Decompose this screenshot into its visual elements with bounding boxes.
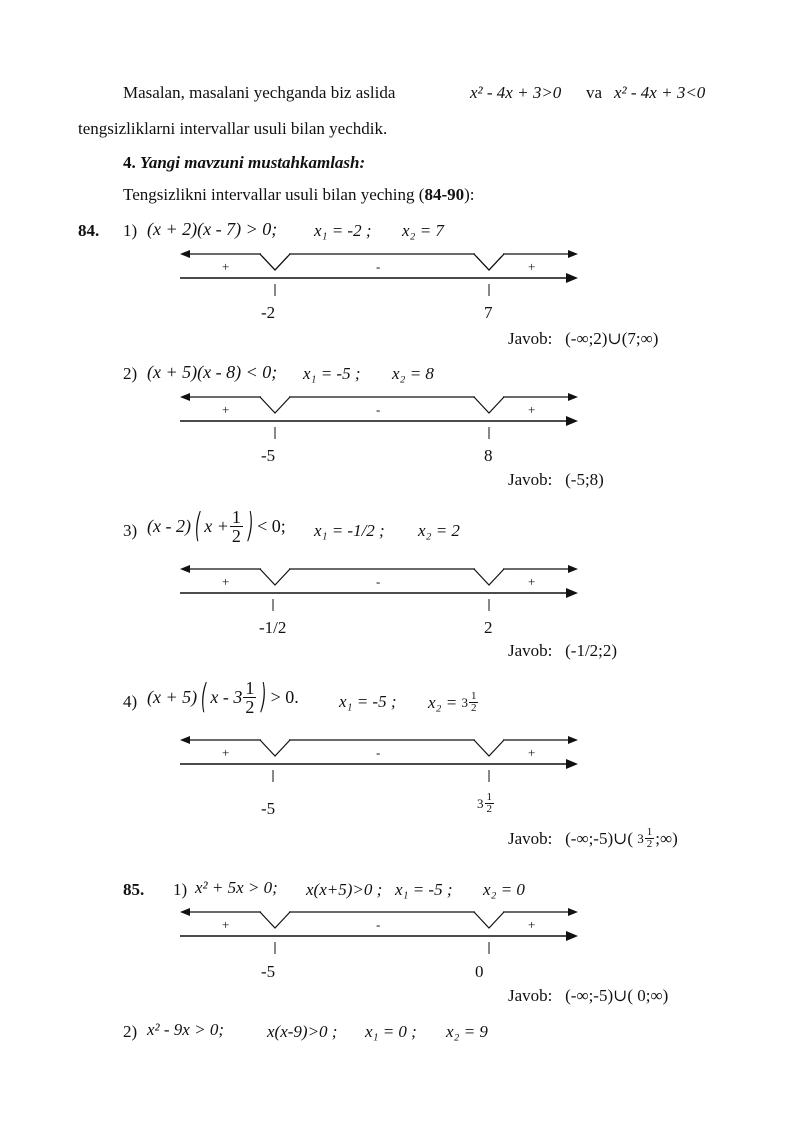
number-line xyxy=(180,736,580,786)
sign-plus: + xyxy=(222,402,230,417)
point-label: -5 xyxy=(261,799,276,818)
root-x1: x₁ = -5 ; xyxy=(395,880,453,899)
sign-minus: - xyxy=(376,745,381,760)
number-line xyxy=(180,250,580,300)
task-close: ): xyxy=(464,185,475,204)
answer-whole: 3 xyxy=(637,830,644,846)
root-x2-prefix: x₂ = xyxy=(428,692,458,712)
fraction-numerator: 1 xyxy=(646,826,653,838)
sign-minus: - xyxy=(376,259,381,274)
problem-item-label: 1) xyxy=(173,880,188,899)
fraction xyxy=(230,508,243,545)
right-paren: ) xyxy=(247,506,254,546)
intro-expression-1: x² - 4x + 3>0 xyxy=(470,83,562,102)
sign-plus: + xyxy=(528,745,536,760)
problem-group-label: 85. xyxy=(123,880,145,899)
answer-value: (-∞;2)∪(7;∞) xyxy=(565,329,659,348)
root-x2 xyxy=(428,684,479,720)
answer-label: Javob: xyxy=(508,986,553,1005)
answer-value-end: ;∞) xyxy=(655,828,678,848)
answer xyxy=(508,470,604,490)
root-x1: x₁ = -2 ; xyxy=(314,221,372,240)
point-fraction xyxy=(485,792,495,815)
root-x1: x₁ = -5 ; xyxy=(303,364,361,383)
point-label: -1/2 xyxy=(259,618,287,637)
fraction-numerator: 1 xyxy=(470,689,477,702)
root-x2: x₂ = 7 xyxy=(402,221,444,240)
point-label xyxy=(477,792,495,815)
right-paren: ) xyxy=(261,677,267,717)
number-line xyxy=(180,565,580,615)
sign-plus: + xyxy=(528,259,536,274)
fraction-denominator: 2 xyxy=(470,701,477,714)
point-whole: 3 xyxy=(477,795,484,811)
answer-value: (-5;8) xyxy=(565,470,604,489)
problem-item-label: 4) xyxy=(123,692,138,711)
sign-plus: + xyxy=(528,574,536,589)
intro-text: Masalan, masalani yechganda biz aslida xyxy=(123,83,396,102)
factored-form: x(x-9)>0 ; xyxy=(267,1022,338,1041)
answer-label: Javob: xyxy=(508,641,553,660)
section-number: 4. xyxy=(123,153,136,172)
sign-plus: + xyxy=(528,917,536,932)
answer-value-start: (-∞;-5)∪( xyxy=(565,828,634,848)
section-title: Yangi mavzuni mustahkamlash: xyxy=(140,153,366,172)
root-x2: x₂ = 2 xyxy=(418,521,460,540)
problem-item-label: 2) xyxy=(123,364,138,383)
point-label: 8 xyxy=(484,446,493,465)
inequality: (x + 2)(x - 7) > 0; xyxy=(147,219,278,239)
fraction-numerator: 1 xyxy=(245,677,255,698)
inequality-inner: x + xyxy=(204,516,229,536)
answer xyxy=(508,827,678,850)
left-paren: ( xyxy=(194,506,201,546)
number-line xyxy=(180,393,580,443)
point-label: 2 xyxy=(484,618,493,637)
point-label: -2 xyxy=(261,303,276,322)
inequality-factor: (x + 5) xyxy=(147,687,198,707)
sign-plus: + xyxy=(222,917,230,932)
number-line xyxy=(180,908,580,958)
intro-expression-2: x² - 4x + 3<0 xyxy=(614,83,706,102)
answer xyxy=(508,986,668,1006)
sign-plus: + xyxy=(222,574,230,589)
fraction-denominator: 2 xyxy=(646,838,653,850)
inequality: x² + 5x > 0; xyxy=(195,878,278,897)
inequality: (x + 5)(x - 8) < 0; xyxy=(147,362,278,382)
fraction xyxy=(243,679,256,716)
root-x2-whole: 3 xyxy=(461,694,468,710)
root-x1: x₁ = -5 ; xyxy=(339,692,397,711)
answer xyxy=(508,641,617,661)
sign-plus: + xyxy=(222,745,230,760)
point-label: 7 xyxy=(484,303,493,322)
root-x1: x₁ = 0 ; xyxy=(365,1022,417,1041)
fraction-denominator: 2 xyxy=(245,696,255,717)
factored-form: x(x+5)>0 ; xyxy=(306,880,383,899)
problem-item-label: 3) xyxy=(123,521,138,540)
root-x1: x₁ = -1/2 ; xyxy=(314,521,385,540)
inequality-tail: < 0; xyxy=(257,516,286,536)
problem-group-label: 84. xyxy=(78,221,100,240)
inequality xyxy=(147,674,299,720)
point-label: -5 xyxy=(261,962,276,981)
sign-minus: - xyxy=(376,574,381,589)
task-instruction xyxy=(123,186,475,203)
answer-fraction xyxy=(645,827,655,850)
answer-label: Javob: xyxy=(508,329,553,348)
fraction-denominator: 2 xyxy=(231,525,241,546)
fraction-numerator: 1 xyxy=(486,791,492,803)
inequality xyxy=(147,503,286,549)
root-x2: x₂ = 0 xyxy=(483,880,525,899)
root-x2: x₂ = 9 xyxy=(446,1022,488,1041)
root-x2-fraction xyxy=(469,691,479,714)
task-range: 84-90 xyxy=(424,185,465,204)
fraction-numerator: 1 xyxy=(231,506,241,527)
inequality-inner: x - 3 xyxy=(210,687,243,707)
problem-item-label: 2) xyxy=(123,1022,138,1041)
intro-line-2: tengsizliklarni intervallar usuli bilan yechdik. xyxy=(78,119,388,138)
sign-minus: - xyxy=(376,402,381,417)
sign-plus: + xyxy=(528,402,536,417)
axis xyxy=(180,273,578,296)
answer-value: (-1/2;2) xyxy=(565,641,618,660)
section-heading xyxy=(123,154,365,171)
inequality: x² - 9x > 0; xyxy=(147,1020,224,1039)
sign-minus: - xyxy=(376,917,381,932)
sign-plus: + xyxy=(222,259,230,274)
task-text: Tengsizlikni intervallar usuli bilan yeching ( xyxy=(123,185,425,204)
point-label: -5 xyxy=(261,446,276,465)
answer xyxy=(508,329,658,349)
left-paren: ( xyxy=(201,677,207,717)
answer-label: Javob: xyxy=(508,828,553,848)
intro-conjunction: va xyxy=(586,83,603,102)
answer-label: Javob: xyxy=(508,470,553,489)
fraction-denominator: 2 xyxy=(486,803,492,815)
answer-value: (-∞;-5)∪( 0;∞) xyxy=(565,986,669,1005)
inequality-factor: (x - 2) xyxy=(147,516,191,536)
root-x2: x₂ = 8 xyxy=(392,364,434,383)
point-label: 0 xyxy=(475,962,484,981)
inequality-tail: > 0. xyxy=(270,687,299,707)
problem-item-label: 1) xyxy=(123,221,138,240)
